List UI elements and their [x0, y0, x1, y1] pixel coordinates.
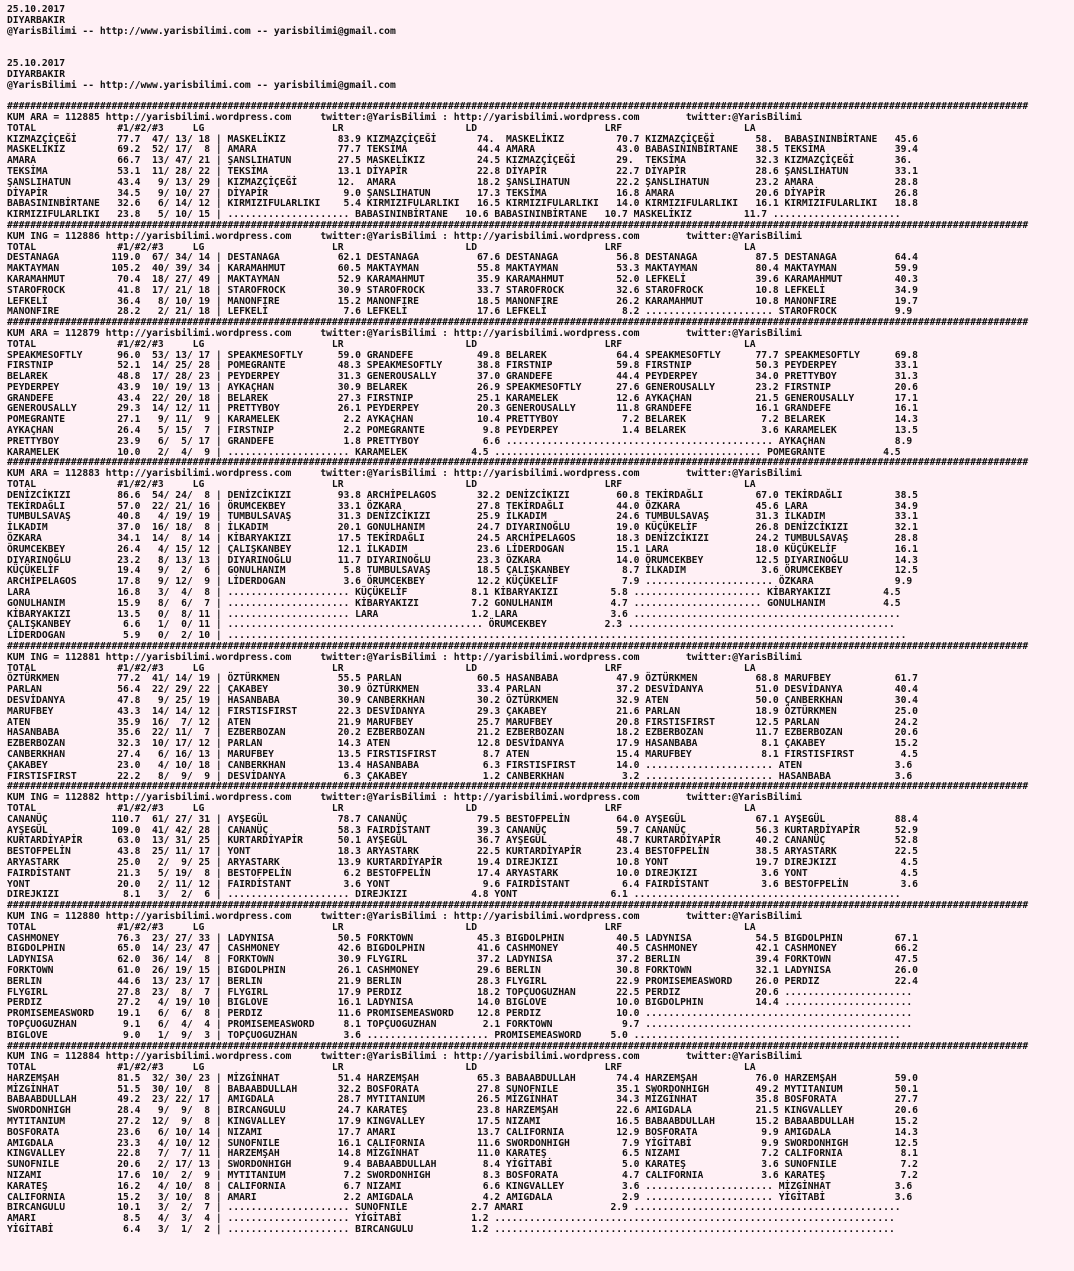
- table-row: SWORDONHIGH 28.4 9/ 9/ 8 | BIRCANGULU 24.7 KARATEŞ 23.8 HARZEMŞAH 22.6 AMIGDALA 21.5 KINGVALLEY 20.6: [7, 1105, 918, 1117]
- table-row: MANONFIRE 28.2 2/ 21/ 18 | LEFKELİ 7.6 LEFKELİ 17.6 LEFKELİ 8.2 ...................... STAROFROCK 9.9: [7, 306, 913, 318]
- table-row: PERDIZ 27.2 4/ 19/ 10 | BIGLOVE 16.1 LADYNISA 14.0 BIGLOVE 10.0 BIGDOLPHIN 14.4 ......................: [7, 997, 913, 1009]
- table-row: YONT 20.0 2/ 11/ 12 | FAIRDİSTANT 3.6 YONT 9.6 FAIRDİSTANT 6.4 FAIRDİSTANT 3.6 BESTOFPELİN 3.6: [7, 878, 918, 890]
- table-row: LEFKELİ 36.4 8/ 10/ 19 | MANONFIRE 15.2 MANONFIRE 18.5 MANONFIRE 26.2 KARAMAHMUT 10.8 MANONFIRE 19.7: [7, 295, 918, 307]
- table-row: SUNOFNILE 20.6 2/ 17/ 13 | SWORDONHIGH 9.4 BABAABDULLAH 8.4 YİGİTABİ 5.0 KARATEŞ 3.6 SUNOFNILE 7.2: [7, 1159, 918, 1171]
- table-row: LADYNISA 62.0 36/ 14/ 8 | FORKTOWN 30.9 FLYGIRL 37.2 LADYNISA 37.2 BERLIN 39.4 FORKTOWN 47.5: [7, 954, 918, 966]
- table-row: AMIGDALA 23.3 4/ 10/ 12 | SUNOFNILE 16.1 CALIFORNIA 11.6 SWORDONHIGH 7.9 YİGİTABİ 9.9 SWORDONHIGH 12.5: [7, 1137, 918, 1149]
- table-row: ATEN 35.9 16/ 7/ 12 | ATEN 21.9 MARUFBEY 25.7 MARUFBEY 20.8 FIRSTISFIRST 12.5 PARLAN 24.2: [7, 716, 918, 728]
- table-row: BIGLOVE 9.0 1/ 9/ 3 | TOPÇUOGUZHAN 3.6 ..................... PROMISEMEASWORD 5.0 ..............................................: [7, 1029, 901, 1041]
- table-row: TOPÇUOGUZHAN 9.1 6/ 4/ 4 | PROMISEMEASWORD 8.1 TOPÇUOGUZHAN 2.1 FORKTOWN 9.7 ..............................................: [7, 1018, 913, 1030]
- table-row: AMARA 66.7 13/ 47/ 21 | ŞANSLIHATUN 27.5 MASKELİKIZ 24.5 KIZMAZÇİÇEĞİ 29. TEKSİMA 32.3 KIZMAZÇİÇEĞİ 36.: [7, 155, 913, 167]
- table-row: GENEROUSALLY 29.3 14/ 12/ 11 | PRETTYBOY 26.1 PEYDERPEY 20.3 GENEROUSALLY 11.8 GRANDEFE 16.1 GRANDEFE 16.1: [7, 403, 918, 415]
- blank-line: [7, 37, 1067, 48]
- table-row: GONULHANIM 15.9 8/ 6/ 7 | ..................... KİBARYAKIZI 7.2 GONULHANIM 4.7 ...................... GONULHANIM 4.5: [7, 597, 901, 609]
- separator-line: ################################################################################################################################################################################: [7, 219, 1029, 231]
- table-row: KARATEŞ 16.2 4/ 10/ 8 | CALIFORNIA 6.7 NIZAMI 6.6 KINGVALLEY 3.6 ...................... MİZGİNHAT 3.6: [7, 1180, 913, 1192]
- column-header: TOTAL #1/#2/#3 LG LR LD LRF LA: [7, 122, 756, 134]
- race-header: KUM ING = 112880 http://yarisbilimi.wordpress.com twitter:@YarisBilimi : http://yarisbilimi.wordpress.com twitter:@YarisBilimi: [7, 910, 802, 922]
- table-row: ÖRUMCEKBEY 26.4 4/ 15/ 12 | ÇALIŞKANBEY 12.1 İLKADIM 23.6 LİDERDOGAN 15.1 LARA 18.0 KÜÇÜKELİF 16.1: [7, 543, 918, 555]
- table-row: EZBERBOZAN 32.3 10/ 17/ 12 | PARLAN 14.3 ATEN 12.8 DESVİDANYA 17.9 HASANBABA 8.1 ÇAKABEY 15.2: [7, 738, 918, 750]
- table-row: CASHMONEY 76.3 23/ 27/ 33 | LADYNISA 50.5 FORKTOWN 45.3 BIGDOLPHIN 40.5 LADYNISA 54.5 BIGDOLPHIN 67.1: [7, 932, 918, 944]
- table-row: TEKİRDAĞLI 57.0 22/ 21/ 16 | ÖRUMCEKBEY 33.1 ÖZKARA 27.8 TEKİRDAĞLI 44.0 ÖZKARA 45.6 LARA 34.9: [7, 500, 918, 512]
- column-header: TOTAL #1/#2/#3 LG LR LD LRF LA: [7, 338, 756, 350]
- text-line: 25.10.2017: [7, 57, 66, 69]
- table-row: CANANÜÇ 110.7 61/ 27/ 31 | AYŞEGÜL 78.7 CANANÜÇ 79.5 BESTOFPELİN 64.0 AYŞEGÜL 67.1 AYŞEGÜL 88.4: [7, 813, 918, 825]
- table-row: STAROFROCK 41.8 17/ 21/ 18 | STAROFROCK 30.9 STAROFROCK 33.7 STAROFROCK 32.6 STAROFROCK 10.8 LEFKELİ 34.9: [7, 284, 918, 296]
- table-row: CALIFORNIA 15.2 3/ 10/ 8 | AMARI 2.2 AMIGDALA 4.2 AMIGDALA 2.9 ...................... YİGİTABİ 3.6: [7, 1191, 913, 1203]
- table-row: ARCHİPELAGOS 17.8 9/ 12/ 9 | LİDERDOGAN 3.6 ÖRUMCEKBEY 12.2 KÜÇÜKELİF 7.9 ...................... ÖZKARA 9.9: [7, 576, 913, 588]
- table-row: KARAMELEK 10.0 2/ 4/ 9 | ..................... KARAMELEK 4.5 .............................................. POMEGRANTE 4.5: [7, 446, 901, 458]
- table-row: İLKADIM 37.0 16/ 18/ 8 | İLKADIM 20.1 GONULHANIM 24.7 DIYARINOĞLU 19.0 KÜÇÜKELİF 26.8 DENİZCİKIZI 32.1: [7, 522, 918, 534]
- race-header: KUM ARA = 112885 http://yarisbilimi.wordpress.com twitter:@YarisBilimi : http://yarisbilimi.wordpress.com twitter:@YarisBilimi: [7, 111, 802, 123]
- table-row: ÇAKABEY 23.0 4/ 10/ 18 | CANBERKHAN 13.4 HASANBABA 6.3 FIRSTISFIRST 14.0 ...................... ATEN 3.6: [7, 759, 913, 771]
- separator-line: ################################################################################################################################################################################: [7, 641, 1029, 653]
- race-header: KUM ING = 112886 http://yarisbilimi.wordpress.com twitter:@YarisBilimi : http://yarisbilimi.wordpress.com twitter:@YarisBilimi: [7, 230, 802, 242]
- table-row: DIREJKIZI 8.1 3/ 2/ 6 | ..................... DIREJKIZI 4.8 YONT 6.1 ..............................................: [7, 889, 901, 901]
- table-row: BOSFORATA 23.6 6/ 10/ 14 | NIZAMI 17.7 AMARI 13.7 CALIFORNIA 12.9 BOSFORATA 9.9 AMIGDALA 14.3: [7, 1126, 918, 1138]
- table-row: BERLIN 44.6 13/ 23/ 17 | BERLIN 21.9 BERLIN 28.3 FLYGIRL 22.9 PROMISEMEASWORD 26.0 PERDIZ 22.4: [7, 975, 918, 987]
- table-row: HARZEMŞAH 81.5 32/ 30/ 23 | MİZGİNHAT 51.4 HARZEMŞAH 65.3 BABAABDULLAH 74.4 HARZEMŞAH 76.0 HARZEMŞAH 59.0: [7, 1072, 918, 1084]
- table-row: ŞANSLIHATUN 43.4 9/ 13/ 29 | KIZMAZÇİÇEĞİ 12. AMARA 18.2 ŞANSLIHATUN 22.2 ŞANSLIHATUN 23.2 AMARA 28.8: [7, 176, 918, 188]
- column-header: TOTAL #1/#2/#3 LG LR LD LRF LA: [7, 802, 756, 814]
- table-row: MAKTAYMAN 105.2 40/ 39/ 34 | KARAMAHMUT 60.5 MAKTAYMAN 55.8 MAKTAYMAN 53.3 MAKTAYMAN 80.4 MAKTAYMAN 59.9: [7, 263, 918, 275]
- table-row: CANBERKHAN 27.4 6/ 16/ 13 | MARUFBEY 13.5 FIRSTISFIRST 8.7 ATEN 15.4 MARUFBEY 8.1 FIRSTISFIRST 4.5: [7, 748, 918, 760]
- column-header: TOTAL #1/#2/#3 LG LR LD LRF LA: [7, 662, 756, 674]
- table-row: BESTOFPELİN 43.8 25/ 11/ 17 | YONT 18.3 ARYASTARK 22.5 KURTARDİYAPİR 23.4 BESTOFPELİN 38.5 ARYASTARK 22.5: [7, 846, 918, 858]
- table-row: DESTANAGA 119.0 67/ 34/ 14 | DESTANAGA 62.1 DESTANAGA 67.6 DESTANAGA 56.8 DESTANAGA 87.5 DESTANAGA 64.4: [7, 252, 918, 264]
- table-row: BELAREK 48.8 17/ 28/ 23 | PEYDERPEY 31.3 GENEROUSALLY 37.0 GRANDEFE 44.4 PEYDERPEY 34.0 PRETTYBOY 31.3: [7, 371, 918, 383]
- table-row: SPEAKMESOFTLY 96.0 53/ 13/ 17 | SPEAKMESOFTLY 59.0 GRANDEFE 49.8 BELAREK 64.4 SPEAKMESOFTLY 77.7 SPEAKMESOFTLY 69.8: [7, 349, 918, 361]
- table-row: FORKTOWN 61.0 26/ 19/ 15 | BIGDOLPHIN 26.1 CASHMONEY 29.6 BERLIN 30.8 FORKTOWN 32.1 LADYNISA 26.0: [7, 964, 918, 976]
- race-header: KUM ARA = 112879 http://yarisbilimi.wordpress.com twitter:@YarisBilimi : http://yarisbilimi.wordpress.com twitter:@YarisBilimi: [7, 327, 802, 339]
- table-row: KIRMIZIFULARLIKI 23.8 5/ 10/ 15 | ..................... BABASININBİRTANE 10.6 BABASININBİRTANE 10.7 MASKELİKIZ 11.7 ......................: [7, 209, 901, 221]
- text-line: @YarisBilimi -- http://www.yarisbilimi.com -- yarisbilimi@gmail.com: [7, 25, 396, 37]
- table-row: KİBARYAKIZI 13.5 0/ 8/ 11 | ..................... LARA 1.2 LARA 3.6 ..............................................: [7, 608, 901, 620]
- table-row: FIRSTNIP 52.1 14/ 25/ 28 | POMEGRANTE 48.3 SPEAKMESOFTLY 38.8 FIRSTNIP 59.8 FIRSTNIP 50.3 PEYDERPEY 33.1: [7, 360, 918, 372]
- table-row: TUMBULSAVAŞ 40.8 4/ 19/ 19 | TUMBULSAVAŞ 31.3 DENİZCİKIZI 25.9 İLKADIM 24.6 TUMBULSAVAŞ 31.3 İLKADIM 33.1: [7, 511, 918, 523]
- table-row: ÖZTÜRKMEN 77.2 41/ 14/ 19 | ÖZTÜRKMEN 55.5 PARLAN 60.5 HASANBABA 47.9 ÖZTÜRKMEN 68.8 MARUFBEY 61.7: [7, 673, 918, 685]
- separator-line: ################################################################################################################################################################################: [7, 1040, 1029, 1052]
- table-row: KARAMAHMUT 70.4 18/ 27/ 49 | MAKTAYMAN 52.9 KARAMAHMUT 35.9 KARAMAHMUT 52.0 LEFKELİ 39.6 KARAMAHMUT 40.3: [7, 273, 918, 285]
- race-header: KUM ING = 112881 http://yarisbilimi.wordpress.com twitter:@YarisBilimi : http://yarisbilimi.wordpress.com twitter:@YarisBilimi: [7, 651, 802, 663]
- table-row: BABASININBİRTANE 32.6 6/ 14/ 12 | KIRMIZIFULARLIKI 5.4 KIRMIZIFULARLIKI 16.5 KIRMIZIFULARLIKI 14.0 KIRMIZIFULARLIKI 16.1 KIRMIZIFULARLIKI 18.8: [7, 198, 918, 210]
- text-line: DIYARBAKIR: [7, 68, 66, 80]
- table-row: FAIRDİSTANT 21.3 5/ 19/ 8 | BESTOFPELİN 6.2 BESTOFPELİN 17.4 ARYASTARK 10.0 DIREJKIZI 3.6 YONT 4.5: [7, 867, 918, 879]
- text-line: DIYARBAKIR: [7, 14, 66, 26]
- table-row: POMEGRANTE 27.1 9/ 11/ 9 | KARAMELEK 2.2 AYKAÇHAN 10.4 PRETTYBOY 7.2 BELAREK 7.2 BELAREK 14.3: [7, 414, 918, 426]
- table-row: PRETTYBOY 23.9 6/ 5/ 17 | GRANDEFE 1.8 PRETTYBOY 6.6 .............................................. AYKAÇHAN 8.9: [7, 435, 913, 447]
- separator-line: ################################################################################################################################################################################: [7, 781, 1029, 793]
- race-header: KUM ARA = 112883 http://yarisbilimi.wordpress.com twitter:@YarisBilimi : http://yarisbilimi.wordpress.com twitter:@YarisBilimi: [7, 468, 802, 480]
- table-row: KIZMAZÇİÇEĞİ 77.7 47/ 13/ 18 | MASKELİKIZ 83.9 KIZMAZÇİÇEĞİ 74. MASKELİKIZ 70.7 KIZMAZÇİÇEĞİ 58. BABASININBİRTANE 45.6: [7, 133, 918, 145]
- table-row: FLYGIRL 27.8 23/ 8/ 7 | FLYGIRL 17.9 PERDIZ 18.2 TOPÇUOGUZHAN 22.5 PERDIZ 20.6 ......................: [7, 986, 913, 998]
- table-row: FIRSTISFIRST 22.2 8/ 9/ 9 | DESVİDANYA 6.3 ÇAKABEY 1.2 CANBERKHAN 3.2 ...................... HASANBABA 3.6: [7, 770, 913, 782]
- table-row: NIZAMI 17.6 10/ 2/ 9 | MYTITANIUM 7.2 SWORDONHIGH 8.3 BOSFORATA 4.7 CALIFORNIA 3.6 KARATEŞ 7.2: [7, 1170, 918, 1182]
- blank-line: [7, 48, 1067, 59]
- table-row: LİDERDOGAN 5.9 0/ 2/ 10 | .....................................................................................................................: [7, 630, 907, 642]
- table-row: PROMISEMEASWORD 19.1 6/ 6/ 8 | PERDIZ 11.6 PROMISEMEASWORD 12.8 PERDIZ 10.0 ..............................................: [7, 1008, 913, 1020]
- column-header: TOTAL #1/#2/#3 LG LR LD LRF LA: [7, 921, 756, 933]
- separator-line: ################################################################################################################################################################################: [7, 101, 1029, 113]
- table-row: MYTITANIUM 27.2 12/ 9/ 8 | KINGVALLEY 17.9 KINGVALLEY 17.5 NIZAMI 16.5 BABAABDULLAH 15.2 BABAABDULLAH 15.2: [7, 1116, 918, 1128]
- table-row: DİYAPİR 34.5 9/ 10/ 27 | DİYAPİR 9.0 ŞANSLIHATUN 17.3 TEKSİMA 16.8 AMARA 20.6 DİYAPİR 26.8: [7, 187, 918, 199]
- table-row: HASANBABA 35.6 22/ 11/ 7 | EZBERBOZAN 20.2 EZBERBOZAN 21.2 EZBERBOZAN 18.2 EZBERBOZAN 11.7 EZBERBOZAN 20.6: [7, 727, 918, 739]
- text-line: @YarisBilimi -- http://www.yarisbilimi.com -- yarisbilimi@gmail.com: [7, 79, 396, 91]
- table-row: KINGVALLEY 22.8 7/ 7/ 11 | HARZEMŞAH 14.8 MİZGİNHAT 11.0 KARATEŞ 6.5 NIZAMI 7.2 CALIFORNIA 8.1: [7, 1148, 918, 1160]
- table-row: MİZGİNHAT 51.5 30/ 10/ 8 | BABAABDULLAH 32.2 BOSFORATA 27.8 SUNOFNILE 35.1 SWORDONHIGH 49.2 MYTITANIUM 50.1: [7, 1083, 918, 1095]
- table-row: DENİZCİKIZI 86.6 54/ 24/ 8 | DENİZCİKIZI 93.8 ARCHİPELAGOS 32.2 DENİZCİKIZI 60.8 TEKİRDAĞLI 67.0 TEKİRDAĞLI 38.5: [7, 489, 918, 501]
- table-row: TEKSİMA 53.1 11/ 28/ 22 | TEKSİMA 13.1 DİYAPİR 22.8 DİYAPİR 22.7 DİYAPİR 28.6 ŞANSLIHATUN 33.1: [7, 165, 918, 177]
- table-row: YİGİTABİ 6.4 3/ 1/ 2 | ..................... BIRCANGULU 1.2 .....................................................................: [7, 1224, 895, 1236]
- table-row: LARA 16.8 3/ 4/ 8 | ..................... KÜÇÜKELİF 8.1 KİBARYAKIZI 5.8 ...................... KİBARYAKIZI 4.5: [7, 587, 901, 599]
- race-header: KUM ING = 112882 http://yarisbilimi.wordpress.com twitter:@YarisBilimi : http://yarisbilimi.wordpress.com twitter:@YarisBilimi: [7, 792, 802, 804]
- table-row: MASKELİKIZ 69.2 52/ 17/ 8 | AMARA 77.7 TEKSİMA 44.4 AMARA 43.0 BABASININBİRTANE 38.5 TEKSİMA 39.4: [7, 144, 918, 156]
- table-row: KURTARDİYAPİR 63.0 13/ 31/ 25 | KURTARDİYAPİR 50.1 AYŞEGÜL 36.7 AYŞEGÜL 48.7 KURTARDİYAPİR 40.2 CANANÜÇ 52.8: [7, 835, 918, 847]
- table-row: ÖZKARA 34.1 14/ 8/ 14 | KİBARYAKIZI 17.5 TEKİRDAĞLI 24.5 ARCHİPELAGOS 18.3 DENİZCİKIZI 24.2 TUMBULSAVAŞ 28.8: [7, 533, 918, 545]
- table-row: AMARI 8.5 4/ 3/ 4 | ..................... YİGİTABİ 1.2 .....................................................................: [7, 1213, 895, 1225]
- table-row: MARUFBEY 43.3 14/ 14/ 12 | FIRSTISFIRST 22.3 DESVİDANYA 29.3 ÇAKABEY 21.6 PARLAN 18.9 ÖZTÜRKMEN 25.0: [7, 705, 918, 717]
- table-row: AYŞEGÜL 109.0 41/ 42/ 28 | CANANÜÇ 58.3 FAIRDİSTANT 39.3 CANANÜÇ 59.7 CANANÜÇ 56.3 KURTARDİYAPİR 52.9: [7, 824, 918, 836]
- race-header: KUM ING = 112884 http://yarisbilimi.wordpress.com twitter:@YarisBilimi : http://yarisbilimi.wordpress.com twitter:@YarisBilimi: [7, 1051, 802, 1063]
- table-row: ARYASTARK 25.0 2/ 9/ 25 | ARYASTARK 13.9 KURTARDİYAPİR 19.4 DIREJKIZI 10.8 YONT 19.7 DIREJKIZI 4.5: [7, 856, 918, 868]
- table-row: BIGDOLPHIN 65.0 14/ 23/ 47 | CASHMONEY 42.6 BIGDOLPHIN 41.6 CASHMONEY 40.5 CASHMONEY 42.1 CASHMONEY 66.2: [7, 943, 918, 955]
- column-header: TOTAL #1/#2/#3 LG LR LD LRF LA: [7, 241, 756, 253]
- column-header: TOTAL #1/#2/#3 LG LR LD LRF LA: [7, 1062, 756, 1074]
- table-row: AYKAÇHAN 26.4 5/ 15/ 7 | FIRSTNIP 2.2 POMEGRANTE 9.8 PEYDERPEY 1.4 BELAREK 3.6 KARAMELEK 13.5: [7, 425, 918, 437]
- separator-line: ################################################################################################################################################################################: [7, 900, 1029, 912]
- table-row: GRANDEFE 43.4 22/ 20/ 18 | BELAREK 27.3 FIRSTNIP 25.1 KARAMELEK 12.6 AYKAÇHAN 21.5 GENEROUSALLY 17.1: [7, 392, 918, 404]
- table-row: KÜÇÜKELİF 19.4 9/ 2/ 6 | GONULHANIM 5.8 TUMBULSAVAŞ 18.5 ÇALIŞKANBEY 8.7 İLKADIM 3.6 ÖRUMCEKBEY 12.5: [7, 565, 918, 577]
- table-row: ÇALIŞKANBEY 6.6 1/ 0/ 11 | ............................................ ÖRUMCEKBEY 2.3 ..............................................: [7, 619, 895, 631]
- column-header: TOTAL #1/#2/#3 LG LR LD LRF LA: [7, 479, 756, 491]
- table-row: BIRCANGULU 10.1 3/ 2/ 7 | ..................... SUNOFNILE 2.7 AMARI 2.9 ..............................................: [7, 1202, 901, 1214]
- table-row: BABAABDULLAH 49.2 23/ 22/ 17 | AMIGDALA 28.7 MYTITANIUM 26.5 MİZGİNHAT 34.3 MİZGİNHAT 35.8 BOSFORATA 27.7: [7, 1094, 918, 1106]
- table-row: DESVİDANYA 47.8 9/ 25/ 19 | HASANBABA 30.9 CANBERKHAN 30.2 ÖZTÜRKMEN 32.9 ATEN 50.0 ÇANBERKHAN 30.4: [7, 695, 918, 706]
- text-line: 25.10.2017: [7, 4, 66, 15]
- table-row: PARLAN 56.4 22/ 29/ 22 | ÇAKABEY 30.9 ÖZTÜRKMEN 33.4 PARLAN 37.2 DESVİDANYA 51.0 DESVİDANYA 40.4: [7, 684, 918, 696]
- table-row: PEYDERPEY 43.9 10/ 19/ 13 | AYKAÇHAN 30.9 BELAREK 26.9 SPEAKMESOFTLY 27.6 GENEROUSALLY 23.2 FIRSTNIP 20.6: [7, 381, 918, 393]
- separator-line: ################################################################################################################################################################################: [7, 317, 1029, 329]
- table-row: DIYARINOĞLU 23.2 8/ 13/ 13 | DIYARINOĞLU 11.7 DIYARINOĞLU 23.3 ÖZKARA 14.0 ÖRUMCEKBEY 12.5 DIYARINOĞLU 14.3: [7, 554, 918, 566]
- separator-line: ################################################################################################################################################################################: [7, 457, 1029, 469]
